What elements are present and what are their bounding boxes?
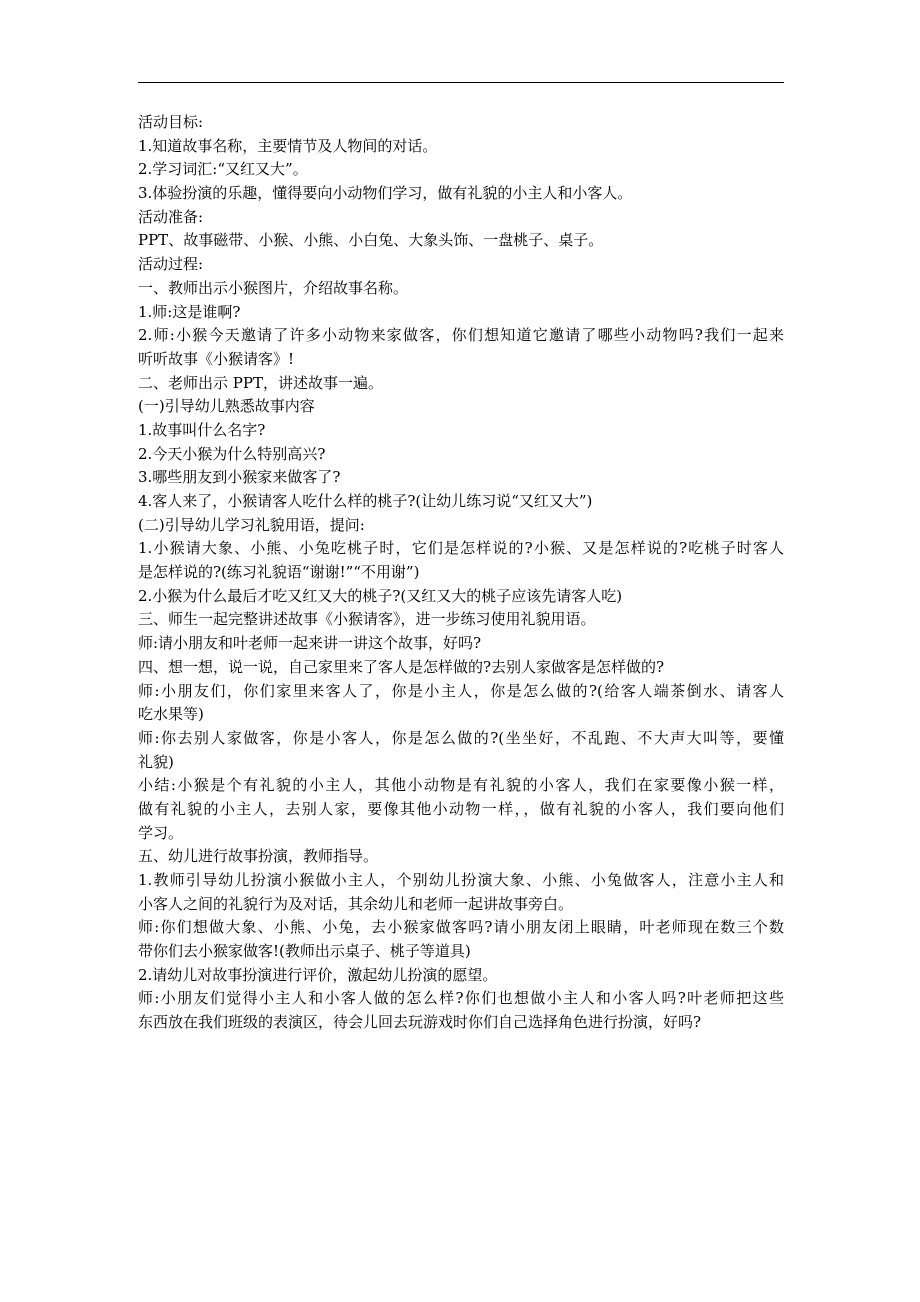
text-line: 2.师:小猴今天邀请了许多小动物来家做客，你们想知道它邀请了哪些小动物吗?我们一起来 xyxy=(138,326,784,345)
text-line: 师:请小朋友和叶老师一起来讲一讲这个故事，好吗? xyxy=(138,634,482,653)
step-5-heading: 五、幼儿进行故事扮演，教师指导。 xyxy=(138,847,379,866)
document-body xyxy=(138,111,784,1035)
step-4-heading: 四、想一想，说一说，自己家里来了客人是怎样做的?去别人家做客是怎样做的? xyxy=(138,657,665,676)
text-line: 小客人之间的礼貌行为及对话，其余幼儿和老师一起讲故事旁白。 xyxy=(138,894,574,913)
text-line: 4.客人来了，小猴请客人吃什么样的桃子?(让幼儿练习说“又红又大”) xyxy=(138,492,593,510)
text-line: 师:你们想做大象、小熊、小兔，去小猴家做客吗?请小朋友闭上眼睛，叶老师现在数三个数 xyxy=(138,918,784,937)
text-line: 东西放在我们班级的表演区，待会儿回去玩游戏时你们自己选择角色进行扮演，好吗? xyxy=(138,1013,702,1032)
text-line: 带你们去小猴家做客!(教师出示桌子、桃子等道具) xyxy=(138,942,471,961)
step-2-heading: 二、老师出示 PPT，讲述故事一遍。 xyxy=(138,373,383,392)
goal-item-1: 1.知道故事名称，主要情节及人物间的对话。 xyxy=(138,136,438,155)
preparation-materials: PPT、故事磁带、小猴、小熊、小白兔、大象头饰、一盘桃子、桌子。 xyxy=(138,231,604,250)
text-line: 2.小猴为什么最后才吃又红又大的桃子?(又红又大的桃子应该先请客人吃) xyxy=(138,586,623,605)
text-line: 师:你去别人家做客，你是小客人，你是怎么做的?(坐坐好，不乱跑、不大声大叫等，要懂 xyxy=(138,728,784,747)
text-line: 1.故事叫什么名字? xyxy=(138,420,266,439)
section-heading-preparation: 活动准备: xyxy=(138,207,204,226)
subsection-heading: (一)引导幼儿熟悉故事内容 xyxy=(138,397,315,416)
text-line: 吃水果等) xyxy=(138,705,204,724)
subsection-heading: (二)引导幼儿学习礼貌用语，提问: xyxy=(138,515,365,534)
text-line: 1.教师引导幼儿扮演小猴做小主人，个别幼儿扮演大象、小熊、小兔做客人，注意小主人和 xyxy=(138,871,784,889)
text-line: 2.今天小猴为什么特别高兴? xyxy=(138,444,326,463)
goal-item-2: 2.学习词汇:“又红又大”。 xyxy=(138,160,308,179)
text-line: 礼貌) xyxy=(138,752,174,771)
section-heading-process: 活动过程: xyxy=(138,255,204,274)
text-line: 1.小猴请大象、小熊、小兔吃桃子时，它们是怎样说的?小猴、又是怎样说的?吃桃子时客人 xyxy=(138,539,784,558)
text-line: 师:小朋友们觉得小主人和小客人做的怎么样?你们也想做小主人和小客人吗?叶老师把这些 xyxy=(138,989,784,1008)
goal-item-3: 3.体验扮演的乐趣，懂得要向小动物们学习，做有礼貌的小主人和小客人。 xyxy=(138,184,633,203)
summary-line: 学习。 xyxy=(138,823,184,842)
summary-line: 小结:小猴是个有礼貌的小主人，其他小动物是有礼貌的小客人，我们在家要像小猴一样， xyxy=(138,776,784,795)
text-line: 1.师:这是谁啊? xyxy=(138,302,241,321)
text-line: 是怎样说的?(练习礼貌语“谢谢!”“不用谢”) xyxy=(138,563,420,582)
text-line: 师:小朋友们，你们家里来客人了，你是小主人，你是怎么做的?(给客人端茶倒水、请客人 xyxy=(138,681,784,700)
section-heading-goals: 活动目标: xyxy=(138,113,204,131)
step-1-heading: 一、教师出示小猴图片，介绍故事名称。 xyxy=(138,278,409,297)
text-line: 听听故事《小猴请客》! xyxy=(138,349,295,368)
header-rule xyxy=(138,82,784,83)
text-line: 3.哪些朋友到小猴家来做客了? xyxy=(138,468,341,487)
summary-line: 做有礼貌的小主人，去别人家，要像其他小动物一样，，做有礼貌的小客人，我们要向他们 xyxy=(138,799,784,818)
step-3-heading: 三、师生一起完整讲述故事《小猴请客》，进一步练习使用礼貌用语。 xyxy=(138,610,596,629)
text-line: 2.请幼儿对故事扮演进行评价，激起幼儿扮演的愿望。 xyxy=(138,965,498,984)
